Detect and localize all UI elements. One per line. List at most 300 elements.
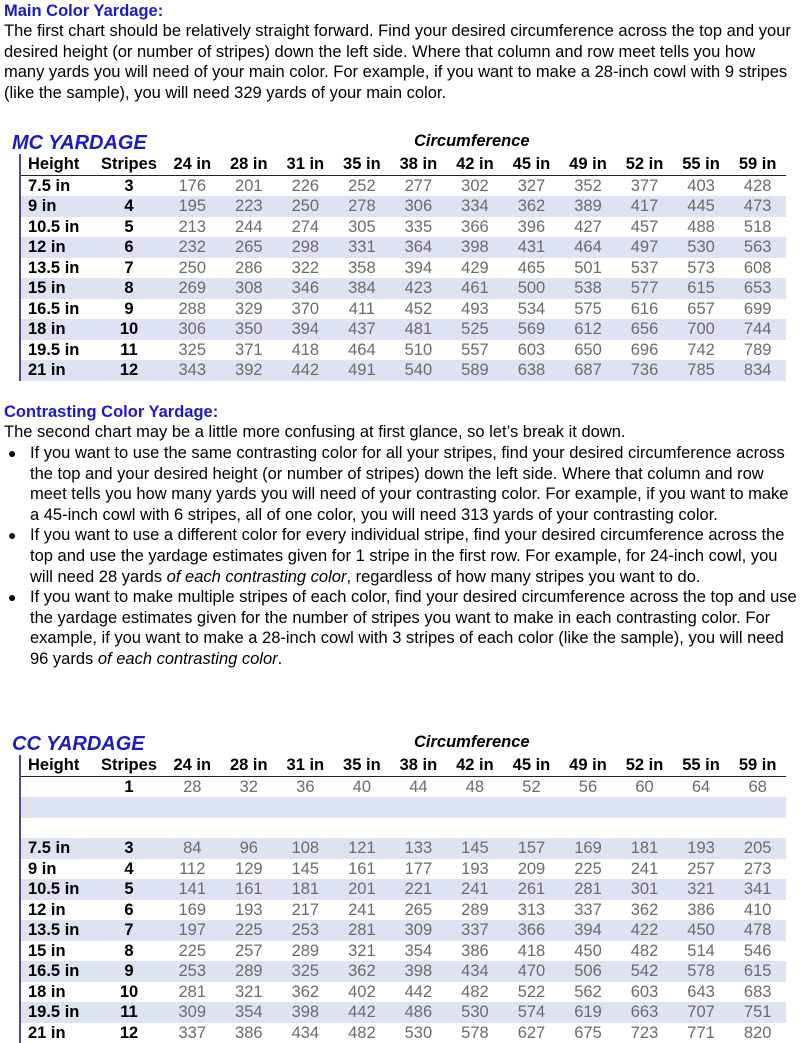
yardage-cell: 257 xyxy=(687,859,715,878)
yardage-cell: 177 xyxy=(404,859,433,878)
yardage-cell: 473 xyxy=(729,196,786,217)
table-row xyxy=(20,175,786,196)
cc-col-circumference: 45 in xyxy=(503,755,560,776)
yardage-cell: 789 xyxy=(743,340,772,359)
yardage-cell: 751 xyxy=(729,1002,786,1023)
yardage-cell: 261 xyxy=(503,879,560,900)
yardage-cell: 563 xyxy=(729,237,786,258)
yardage-cell: 371 xyxy=(235,340,263,359)
cc-col-circumference: 35 in xyxy=(334,755,391,776)
yardage-cell: 221 xyxy=(390,879,447,900)
yardage-cell: 820 xyxy=(743,1023,772,1042)
yardage-cell: 742 xyxy=(687,340,715,359)
yardage-cell: 696 xyxy=(630,340,659,359)
yardage-cell: 687 xyxy=(560,360,617,381)
table-row xyxy=(20,879,786,900)
yardage-cell: 281 xyxy=(178,982,207,1001)
yardage-cell: 36 xyxy=(296,777,315,796)
yardage-cell: 427 xyxy=(574,217,602,236)
yardage-cell: 274 xyxy=(291,217,320,236)
yardage-cell xyxy=(447,797,504,818)
yardage-cell: 322 xyxy=(291,258,320,277)
yardage-cell xyxy=(277,818,334,839)
yardage-cell: 309 xyxy=(164,1002,221,1023)
yardage-cell xyxy=(616,818,673,839)
yardage-cell: 226 xyxy=(291,176,320,195)
yardage-cell: 313 xyxy=(517,900,546,919)
yardage-cell: 193 xyxy=(235,900,263,919)
yardage-cell: 364 xyxy=(390,237,447,258)
yardage-cell: 68 xyxy=(748,777,767,796)
yardage-cell: 341 xyxy=(729,879,786,900)
bullet-item-same-color xyxy=(0,443,800,525)
yardage-cell: 350 xyxy=(221,319,278,340)
yardage-cell: 346 xyxy=(277,278,334,299)
row-stripes: 7 xyxy=(94,920,164,941)
row-stripes xyxy=(94,797,164,818)
yardage-cell: 253 xyxy=(164,961,221,982)
yardage-cell: 213 xyxy=(178,217,207,236)
yardage-cell: 603 xyxy=(517,340,546,359)
yardage-cell: 32 xyxy=(239,777,258,796)
row-stripes: 5 xyxy=(94,879,164,900)
contrasting-bullet-list xyxy=(0,443,800,670)
yardage-cell: 281 xyxy=(334,920,391,941)
yardage-cell: 265 xyxy=(404,900,433,919)
row-stripes: 5 xyxy=(124,217,134,236)
yardage-cell: 616 xyxy=(630,299,659,318)
table-row xyxy=(20,1002,786,1023)
yardage-cell: 615 xyxy=(729,961,786,982)
yardage-cell xyxy=(221,818,278,839)
yardage-cell: 244 xyxy=(235,217,263,236)
row-stripes: 3 xyxy=(94,838,164,859)
cc-col-height: Height xyxy=(20,755,94,776)
yardage-cell: 337 xyxy=(447,920,504,941)
yardage-cell: 161 xyxy=(221,879,278,900)
row-height: 10.5 in xyxy=(20,879,94,900)
yardage-cell: 411 xyxy=(348,299,376,318)
yardage-cell: 217 xyxy=(291,900,320,919)
yardage-cell: 84 xyxy=(164,838,221,859)
yardage-cell: 493 xyxy=(461,299,489,318)
yardage-cell: 176 xyxy=(178,176,207,195)
yardage-cell xyxy=(447,818,504,839)
mc-col-circumference: 52 in xyxy=(616,154,673,175)
row-height: 16.5 in xyxy=(20,961,94,982)
table-row xyxy=(20,196,786,217)
row-height: 15 in xyxy=(28,941,66,960)
yardage-cell: 325 xyxy=(178,340,207,359)
yardage-cell: 464 xyxy=(560,237,617,258)
yardage-cell: 48 xyxy=(465,777,485,796)
yardage-cell: 253 xyxy=(277,920,334,941)
row-stripes: 8 xyxy=(124,941,134,960)
mc-col-circumference: 55 in xyxy=(673,154,730,175)
yardage-cell: 181 xyxy=(616,838,673,859)
yardage-cell xyxy=(503,818,560,839)
yardage-cell: 569 xyxy=(503,319,560,340)
yardage-cell: 538 xyxy=(560,278,617,299)
yardage-cell: 309 xyxy=(390,920,447,941)
yardage-cell: 457 xyxy=(630,217,659,236)
yardage-cell: 209 xyxy=(517,859,546,878)
yardage-cell: 145 xyxy=(447,838,504,859)
yardage-cell: 337 xyxy=(178,1023,207,1042)
row-stripes: 10 xyxy=(119,982,139,1001)
contrasting-intro: The second chart may be a little more confusing at first glance, so let’s break it down. xyxy=(4,423,626,441)
table-row xyxy=(20,319,786,340)
table-row xyxy=(20,776,786,797)
yardage-cell: 675 xyxy=(574,1023,602,1042)
yardage-cell: 608 xyxy=(743,258,772,277)
yardage-cell: 250 xyxy=(178,258,207,277)
yardage-cell: 145 xyxy=(291,859,320,878)
yardage-cell: 486 xyxy=(390,1002,447,1023)
row-height xyxy=(20,776,94,797)
yardage-cell: 195 xyxy=(164,196,221,217)
yardage-cell: 112 xyxy=(179,859,206,878)
yardage-cell xyxy=(560,818,617,839)
yardage-cell: 321 xyxy=(348,941,376,960)
yardage-cell: 28 xyxy=(183,777,202,796)
yardage-cell: 265 xyxy=(221,237,278,258)
yardage-cell: 488 xyxy=(687,217,715,236)
yardage-cell: 537 xyxy=(630,258,659,277)
yardage-cell: 225 xyxy=(178,941,207,960)
yardage-cell: 362 xyxy=(291,982,320,1001)
row-height: 18 in xyxy=(28,982,66,1001)
row-stripes xyxy=(94,818,164,839)
yardage-cell: 223 xyxy=(221,196,278,217)
yardage-cell: 700 xyxy=(673,319,730,340)
yardage-cell: 225 xyxy=(574,859,602,878)
mc-yardage-table xyxy=(19,154,786,381)
yardage-cell xyxy=(729,797,786,818)
yardage-cell: 306 xyxy=(390,196,447,217)
row-stripes: 11 xyxy=(94,1002,164,1023)
yardage-cell xyxy=(390,797,447,818)
mc-col-circumference: 35 in xyxy=(334,154,391,175)
yardage-cell: 452 xyxy=(404,299,433,318)
yardage-cell: 546 xyxy=(743,941,772,960)
yardage-cell: 707 xyxy=(673,1002,730,1023)
row-stripes: 10 xyxy=(94,319,164,340)
yardage-cell: 52 xyxy=(522,777,541,796)
yardage-cell: 445 xyxy=(673,196,730,217)
yardage-cell: 514 xyxy=(687,941,715,960)
yardage-cell: 461 xyxy=(447,278,504,299)
yardage-cell xyxy=(221,797,278,818)
yardage-cell: 465 xyxy=(517,258,546,277)
bullet-item-each-stripe xyxy=(0,525,800,587)
table-row xyxy=(20,278,786,299)
yardage-cell: 386 xyxy=(687,900,715,919)
yardage-cell: 306 xyxy=(164,319,221,340)
yardage-cell: 60 xyxy=(635,777,654,796)
yardage-cell: 386 xyxy=(235,1023,263,1042)
cc-col-circumference: 42 in xyxy=(447,755,504,776)
yardage-cell: 354 xyxy=(221,1002,278,1023)
yardage-cell: 169 xyxy=(560,838,617,859)
cc-yardage-table xyxy=(19,755,786,1043)
yardage-cell: 301 xyxy=(616,879,673,900)
cc-col-circumference: 59 in xyxy=(729,755,786,776)
bullet-item-multiple-stripes xyxy=(0,587,800,669)
yardage-cell: 491 xyxy=(334,360,391,381)
yardage-cell: 197 xyxy=(164,920,221,941)
main-color-heading: Main Color Yardage: xyxy=(4,2,164,20)
table-row xyxy=(20,941,786,962)
yardage-cell: 434 xyxy=(291,1023,320,1042)
yardage-cell: 56 xyxy=(578,777,598,796)
mc-col-circumference: 38 in xyxy=(390,154,447,175)
yardage-cell xyxy=(503,797,560,818)
yardage-cell: 157 xyxy=(503,838,560,859)
yardage-cell: 530 xyxy=(447,1002,504,1023)
row-height: 12 in xyxy=(28,900,66,919)
yardage-cell: 657 xyxy=(687,299,715,318)
mc-circumference-label: Circumference xyxy=(414,132,530,150)
main-color-paragraph: The first chart should be relatively straight forward. Find your desired circumference across the top and your desired height (or number of stripes) down the left side. Where that column and row meet tells you how many yards you will need of your main color. For example, if you want to make a 28-inch cowl with 9 stripes (like the sample), you will need 329 yards of your main color. xyxy=(4,22,791,102)
yardage-cell: 834 xyxy=(729,360,786,381)
yardage-cell: 366 xyxy=(503,920,560,941)
row-stripes: 12 xyxy=(94,360,164,381)
row-height: 12 in xyxy=(20,237,94,258)
mc-col-circumference: 31 in xyxy=(277,154,334,175)
row-height: 16.5 in xyxy=(28,299,80,318)
yardage-cell: 450 xyxy=(574,941,602,960)
yardage-cell: 663 xyxy=(616,1002,673,1023)
yardage-cell: 141 xyxy=(164,879,221,900)
mc-chart-title: MC YARDAGE xyxy=(12,132,147,154)
yardage-cell: 643 xyxy=(687,982,715,1001)
yardage-cell xyxy=(673,797,730,818)
yardage-cell: 653 xyxy=(729,278,786,299)
yardage-cell: 398 xyxy=(447,237,504,258)
yardage-cell: 615 xyxy=(673,278,730,299)
cc-col-stripes: Stripes xyxy=(94,755,164,776)
table-row xyxy=(20,258,786,279)
yardage-cell: 232 xyxy=(164,237,221,258)
mc-col-circumference: 49 in xyxy=(560,154,617,175)
yardage-cell: 370 xyxy=(291,299,320,318)
mc-col-circumference: 24 in xyxy=(164,154,221,175)
row-stripes: 11 xyxy=(120,340,138,359)
mc-col-stripes: Stripes xyxy=(94,154,164,175)
cc-col-circumference: 31 in xyxy=(277,755,334,776)
yardage-cell: 418 xyxy=(517,941,546,960)
yardage-cell: 394 xyxy=(277,319,334,340)
table-row xyxy=(20,299,786,320)
table-row xyxy=(20,982,786,1003)
yardage-cell: 277 xyxy=(404,176,433,195)
yardage-cell: 481 xyxy=(390,319,447,340)
row-stripes: 4 xyxy=(124,859,134,878)
yardage-cell: 482 xyxy=(348,1023,376,1042)
row-height xyxy=(20,818,94,839)
yardage-cell: 418 xyxy=(291,340,320,359)
table-row xyxy=(20,961,786,982)
yardage-cell: 478 xyxy=(729,920,786,941)
row-stripes: 9 xyxy=(124,299,134,318)
yardage-cell: 422 xyxy=(616,920,673,941)
cc-chart-title: CC YARDAGE xyxy=(12,733,145,755)
yardage-cell: 281 xyxy=(560,879,617,900)
yardage-cell: 205 xyxy=(729,838,786,859)
yardage-cell: 431 xyxy=(503,237,560,258)
yardage-cell: 289 xyxy=(221,961,278,982)
bullet-text-italic: of each contrasting color xyxy=(166,567,347,586)
yardage-cell: 428 xyxy=(743,176,772,195)
yardage-cell: 288 xyxy=(178,299,207,318)
cc-header-row xyxy=(20,755,786,776)
bullet-text-before: If you want to use a different color for every individual stripe, find your desired circumference across the top and use the yardage estimates given for 1 stripe in the first row. For example, for 24-inch cowl, you will need 28 yards xyxy=(30,526,785,586)
row-stripes: 8 xyxy=(94,278,164,299)
row-height: 10.5 in xyxy=(28,217,80,236)
yardage-cell: 771 xyxy=(687,1023,715,1042)
bullet-text: If you want to use the same contrasting color for all your stripes, find your desired circumference across the top and your desired height (or number of stripes) down the left side. Where that column and row meet tells you how many yards you will need of your contrasting color. For example, if you want to make a 45-inch cowl with 6 stripes, all of one color, you will need 313 yards of your contrasting color. xyxy=(30,444,789,524)
yardage-cell: 250 xyxy=(277,196,334,217)
yardage-cell: 362 xyxy=(334,961,391,982)
yardage-cell: 522 xyxy=(517,982,546,1001)
yardage-cell: 377 xyxy=(630,176,659,195)
yardage-cell: 325 xyxy=(277,961,334,982)
row-stripes: 12 xyxy=(119,1023,139,1042)
yardage-cell: 530 xyxy=(404,1023,433,1042)
yardage-cell: 305 xyxy=(348,217,376,236)
yardage-cell: 501 xyxy=(574,258,602,277)
table-row xyxy=(20,217,786,238)
row-height: 18 in xyxy=(20,319,94,340)
yardage-cell: 225 xyxy=(221,920,278,941)
table-row xyxy=(20,340,786,361)
yardage-cell: 744 xyxy=(729,319,786,340)
yardage-cell: 470 xyxy=(503,961,560,982)
yardage-cell: 121 xyxy=(334,838,391,859)
yardage-cell: 252 xyxy=(348,176,376,195)
row-stripes: 1 xyxy=(124,777,134,796)
yardage-cell: 540 xyxy=(390,360,447,381)
yardage-cell: 398 xyxy=(390,961,447,982)
yardage-cell: 525 xyxy=(447,319,504,340)
yardage-cell: 335 xyxy=(404,217,433,236)
yardage-cell: 736 xyxy=(616,360,673,381)
cc-col-circumference: 38 in xyxy=(390,755,447,776)
yardage-cell xyxy=(334,818,391,839)
yardage-cell xyxy=(673,818,730,839)
yardage-cell: 278 xyxy=(334,196,391,217)
table-row xyxy=(20,838,786,859)
yardage-cell: 334 xyxy=(447,196,504,217)
table-row xyxy=(20,797,786,818)
mc-header-row xyxy=(20,154,786,175)
yardage-cell: 108 xyxy=(277,838,334,859)
yardage-cell: 386 xyxy=(461,941,489,960)
mc-col-circumference: 28 in xyxy=(221,154,278,175)
mc-col-circumference: 45 in xyxy=(503,154,560,175)
bullet-text-after: . xyxy=(277,649,283,668)
cc-col-circumference: 28 in xyxy=(221,755,278,776)
yardage-cell: 394 xyxy=(404,258,433,277)
yardage-cell: 442 xyxy=(404,982,433,1001)
yardage-cell: 650 xyxy=(574,340,602,359)
yardage-cell: 289 xyxy=(461,900,489,919)
bullet-text-after: , regardless of how many stripes you want to do. xyxy=(346,567,701,586)
row-height: 21 in xyxy=(28,1023,66,1042)
cc-circumference-label: Circumference xyxy=(414,733,530,751)
yardage-cell: 321 xyxy=(235,982,263,1001)
yardage-cell: 534 xyxy=(517,299,546,318)
yardage-cell: 573 xyxy=(687,258,715,277)
yardage-cell: 497 xyxy=(616,237,673,258)
yardage-cell: 619 xyxy=(560,1002,617,1023)
row-stripes: 9 xyxy=(94,961,164,982)
row-height: 13.5 in xyxy=(28,258,80,277)
table-row xyxy=(20,360,786,381)
table-row xyxy=(20,818,786,839)
yardage-cell: 44 xyxy=(409,777,428,796)
yardage-cell: 442 xyxy=(277,360,334,381)
yardage-cell: 329 xyxy=(235,299,263,318)
yardage-cell: 161 xyxy=(348,859,376,878)
row-height: 7.5 in xyxy=(20,838,94,859)
yardage-cell: 358 xyxy=(348,258,376,277)
yardage-cell: 612 xyxy=(560,319,617,340)
yardage-cell xyxy=(616,797,673,818)
yardage-cell xyxy=(164,797,221,818)
yardage-cell xyxy=(277,797,334,818)
contrasting-color-heading: Contrasting Color Yardage: xyxy=(4,403,219,421)
yardage-cell: 64 xyxy=(691,777,711,796)
yardage-cell: 437 xyxy=(334,319,391,340)
yardage-cell: 308 xyxy=(221,278,278,299)
yardage-cell: 257 xyxy=(235,941,263,960)
yardage-cell: 302 xyxy=(461,176,489,195)
yardage-cell: 403 xyxy=(687,176,715,195)
row-height: 13.5 in xyxy=(20,920,94,941)
yardage-cell: 575 xyxy=(574,299,602,318)
table-row xyxy=(20,920,786,941)
row-stripes: 6 xyxy=(94,237,164,258)
row-height: 15 in xyxy=(20,278,94,299)
yardage-cell: 423 xyxy=(390,278,447,299)
row-stripes: 3 xyxy=(124,176,134,195)
yardage-cell: 482 xyxy=(630,941,659,960)
bullet-text-italic: of each contrasting color xyxy=(97,649,278,668)
yardage-cell: 699 xyxy=(743,299,772,318)
row-height: 19.5 in xyxy=(28,340,80,359)
yardage-cell: 298 xyxy=(277,237,334,258)
cc-col-circumference: 52 in xyxy=(616,755,673,776)
yardage-cell: 366 xyxy=(461,217,489,236)
row-stripes: 6 xyxy=(124,900,134,919)
yardage-cell: 656 xyxy=(616,319,673,340)
row-height: 19.5 in xyxy=(20,1002,94,1023)
row-height: 9 in xyxy=(20,196,94,217)
yardage-cell: 396 xyxy=(517,217,546,236)
yardage-cell: 337 xyxy=(574,900,602,919)
yardage-cell: 241 xyxy=(447,879,504,900)
yardage-cell: 723 xyxy=(630,1023,659,1042)
yardage-cell: 362 xyxy=(503,196,560,217)
yardage-cell: 542 xyxy=(616,961,673,982)
yardage-cell: 394 xyxy=(560,920,617,941)
yardage-cell: 785 xyxy=(673,360,730,381)
yardage-cell: 201 xyxy=(334,879,391,900)
yardage-cell: 577 xyxy=(616,278,673,299)
yardage-cell: 530 xyxy=(673,237,730,258)
